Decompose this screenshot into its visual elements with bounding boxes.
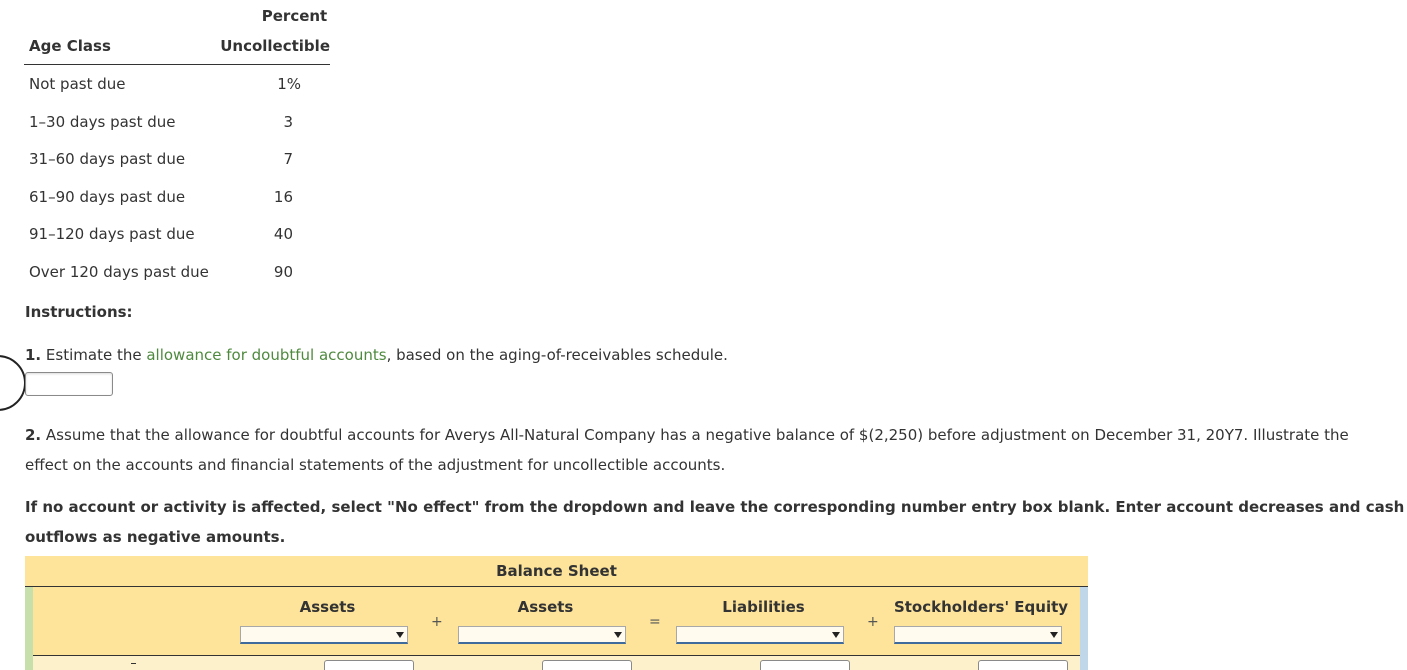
account-select-stockholders-equity[interactable] [894, 626, 1062, 644]
age-class-label: Over 120 days past due [29, 263, 209, 281]
dropdown-arrow-icon [1050, 632, 1058, 638]
balance-sheet-title: Balance Sheet [496, 562, 617, 580]
age-class-label: 91–120 days past due [29, 225, 195, 243]
age-class-label: 1–30 days past due [29, 113, 176, 131]
percent-value: 16 [273, 188, 293, 206]
amount-input-assets-2[interactable] [542, 660, 632, 670]
account-select-assets-2[interactable] [458, 626, 626, 644]
age-class-label: 31–60 days past due [29, 150, 186, 168]
percent-value: 90 [273, 263, 293, 281]
dropdown-arrow-icon [832, 632, 840, 638]
age-class-label: Not past due [29, 75, 126, 93]
question-1-prefix: Estimate the [45, 346, 142, 364]
question-1-suffix: , based on the aging-of-receivables schedule. [386, 346, 728, 364]
plus-operator: + [867, 614, 879, 630]
column-header-liabilities: Liabilities [722, 598, 805, 616]
account-select-liabilities[interactable] [676, 626, 844, 644]
row-marker [131, 663, 136, 664]
right-column-stripe [1080, 587, 1088, 670]
column-header-assets-2: Assets [517, 598, 574, 616]
question-2-number: 2. [25, 426, 42, 444]
amount-input-liabilities[interactable] [760, 660, 850, 670]
dropdown-arrow-icon [396, 632, 404, 638]
question-2 [25, 420, 1385, 480]
percent-value: 1% [277, 75, 301, 93]
side-tab-circle[interactable] [0, 355, 26, 411]
balance-sheet-table [25, 556, 1088, 670]
allowance-estimate-input[interactable] [25, 372, 113, 396]
instructions-heading: Instructions: [25, 303, 133, 321]
percent-value: 40 [273, 225, 293, 243]
plus-operator: + [431, 614, 443, 630]
question-1-number: 1. [25, 346, 42, 364]
balance-sheet-rule [25, 586, 1088, 587]
allowance-glossary-link[interactable]: allowance for doubtful accounts [146, 346, 387, 364]
dropdown-instructions-note: If no account or activity is affected, select "No effect" from the dropdown and leave the corresponding number entry box blank. Enter account decreases and cash outflows as negative amounts. [25, 498, 1405, 546]
header-age-class: Age Class [29, 37, 111, 55]
header-uncollectible: Uncollectible [220, 37, 330, 55]
question-1 [25, 346, 728, 364]
left-column-stripe [25, 587, 33, 670]
question-2-text: Assume that the allowance for doubtful accounts for Averys All-Natural Company has a negative balance of $(2,250) before adjustment on December 31, 20Y7. Illustrate the effect on the accounts and financial statements of the adjustment for uncollectible accounts. [25, 426, 1349, 474]
age-class-label: 61–90 days past due [29, 188, 186, 206]
column-header-assets-1: Assets [299, 598, 356, 616]
header-rule [24, 64, 330, 65]
equals-operator: = [649, 614, 661, 630]
percent-value: 7 [283, 150, 293, 168]
amount-input-stockholders-equity[interactable] [978, 660, 1068, 670]
percent-value: 3 [283, 113, 293, 131]
dropdown-arrow-icon [614, 632, 622, 638]
header-percent: Percent [261, 7, 328, 25]
amount-input-assets-1[interactable] [324, 660, 414, 670]
column-header-stockholders-equity: Stockholders' Equity [893, 598, 1069, 616]
account-select-assets-1[interactable] [240, 626, 408, 644]
